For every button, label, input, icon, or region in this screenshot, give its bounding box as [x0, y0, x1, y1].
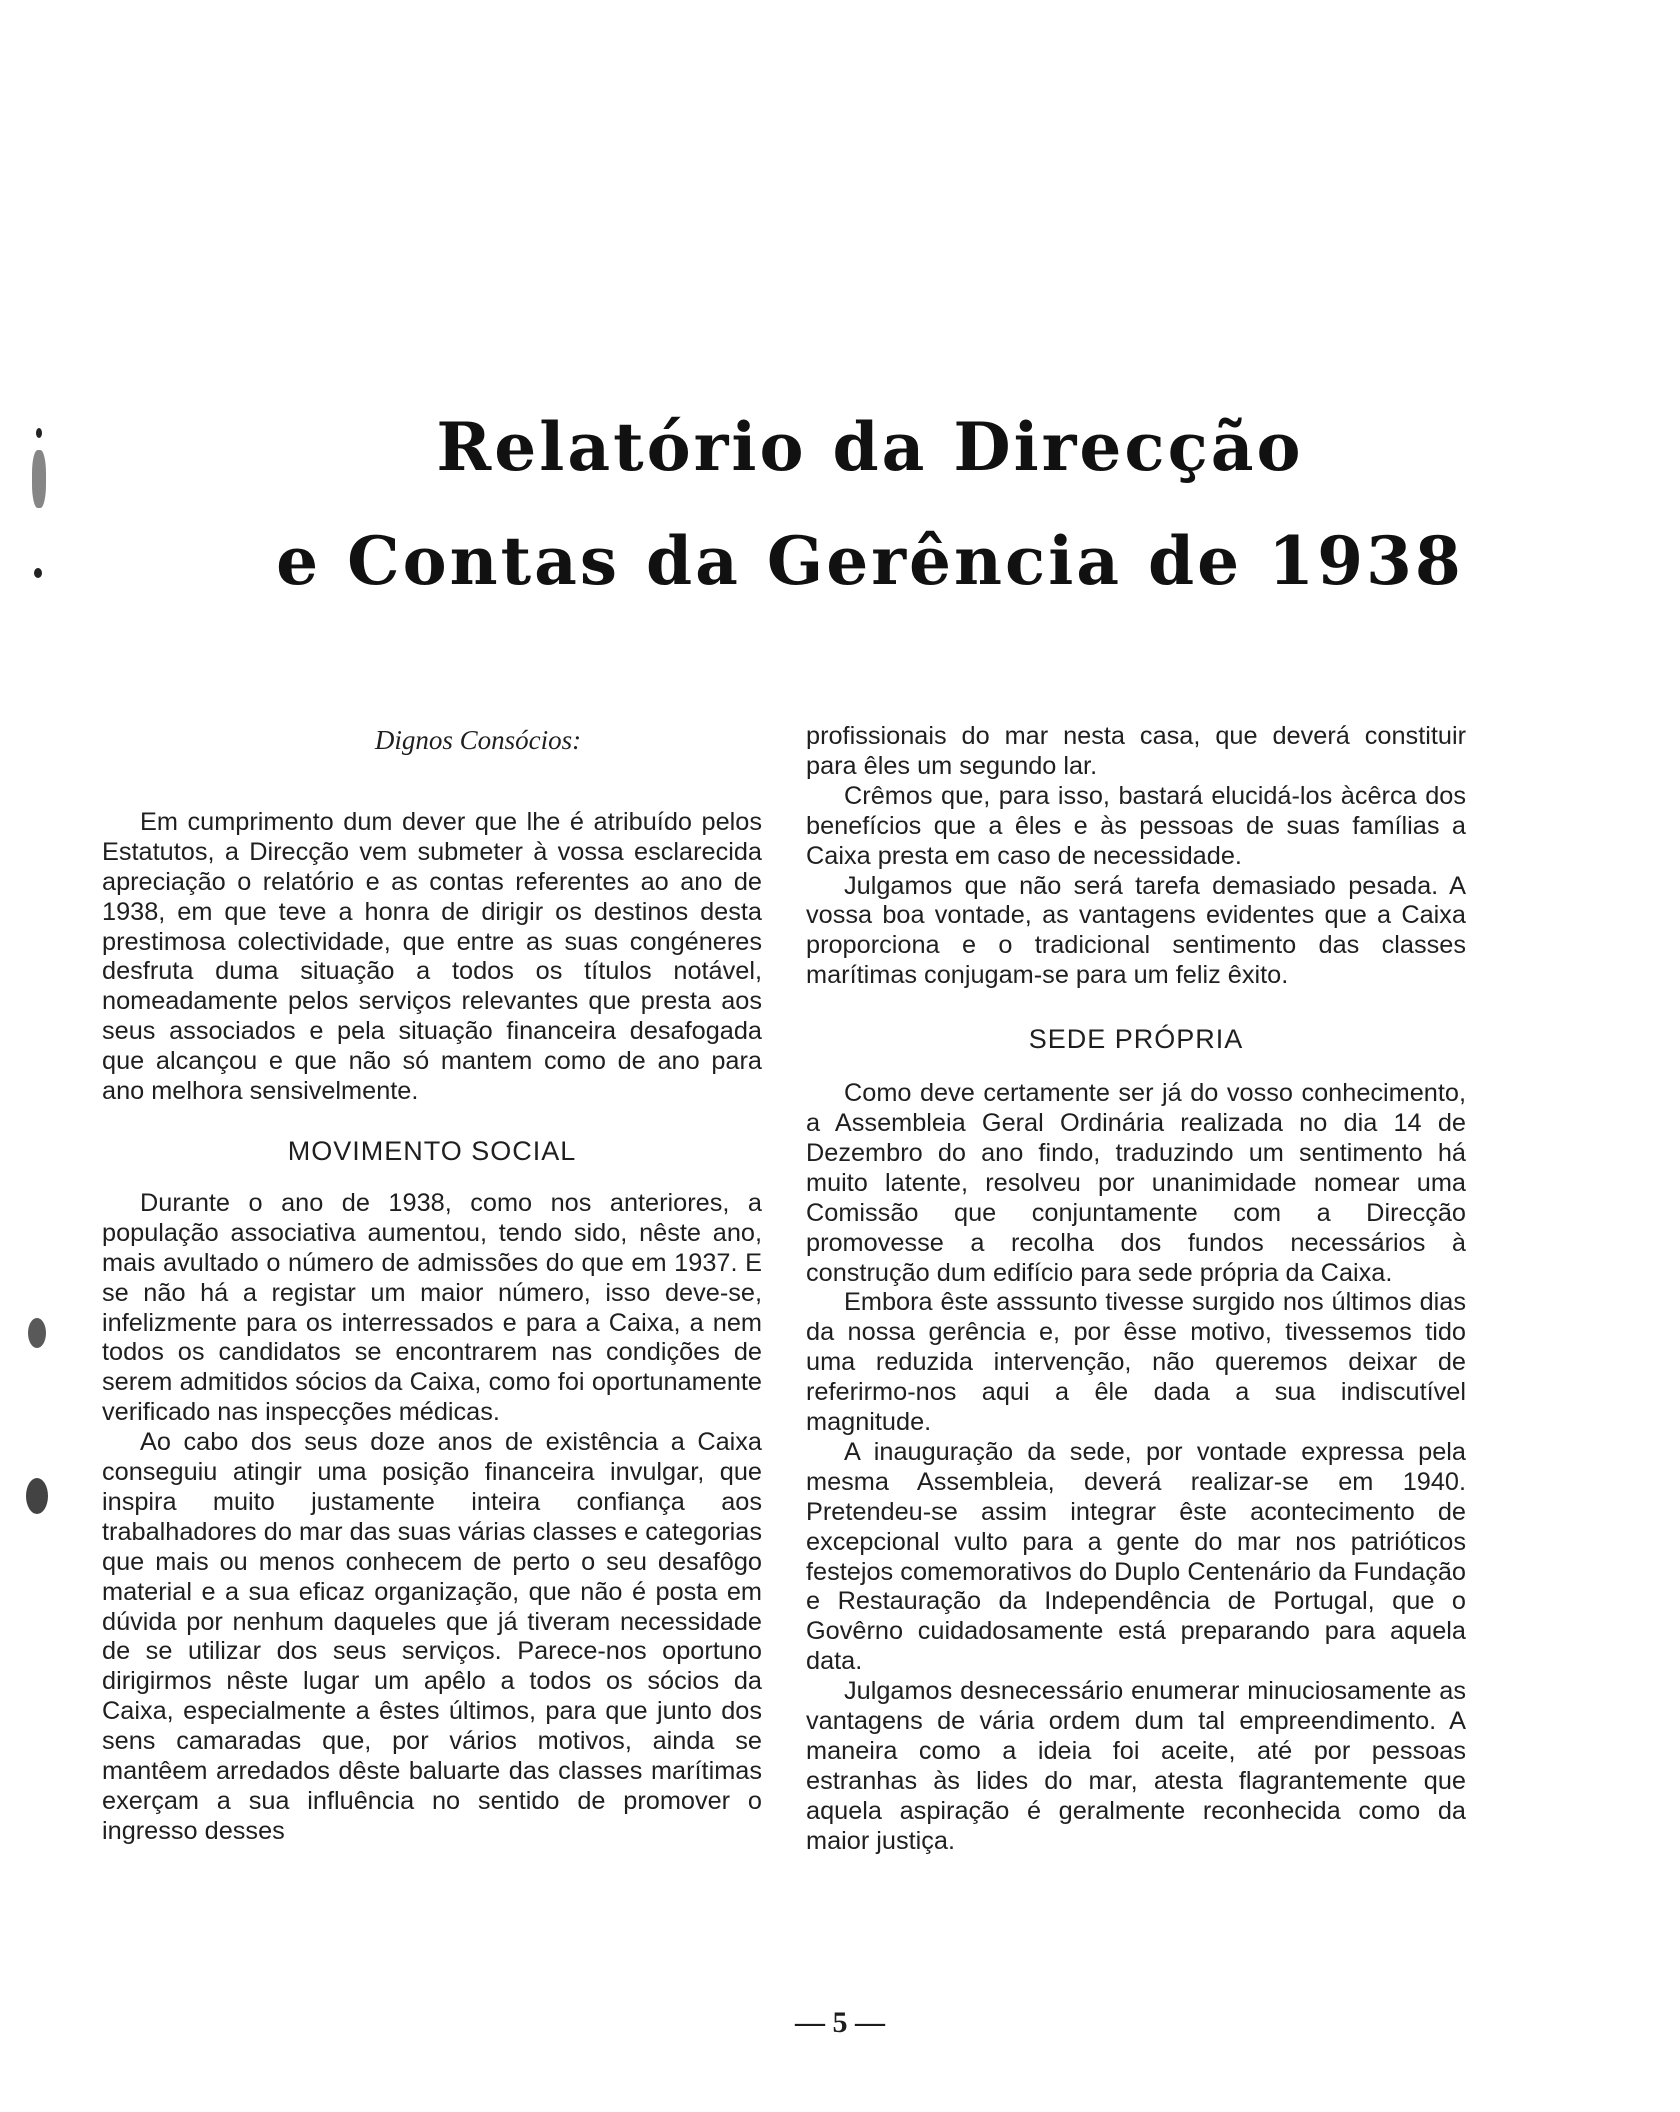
scan-speck — [32, 450, 46, 508]
right-column — [806, 722, 1466, 1857]
section-heading-movimento-social: MOVIMENTO SOCIAL — [287, 1135, 577, 1166]
salutation: Dignos Consócios: — [374, 725, 582, 755]
paragraph: Embora êste asssunto tivesse surgido nos últimos dias da nossa gerência e, por êsse motivo, tivessemos tido uma reduzida intervenção, não queremos deixar de referirmo-nos aqui a êle dada a sua indiscutível magnitude. — [806, 1288, 1466, 1437]
document-title-line-2: e Contas da Gerência de 1938 — [276, 522, 1464, 600]
continued-paragraph: profissionais do mar nesta casa, que deverá constituir para êles um segundo lar. — [806, 722, 1466, 780]
scan-speck — [26, 1478, 48, 1514]
paragraph: Julgamos desnecessário enumerar minuciosamente as vantagens de vária ordem dum tal empreendimento. A maneira como a ideia foi aceite, até por pessoas estranhas às lides do mar, atesta flagrantemente que aquela aspiração é geralmente reconhecida como da maior justiça. — [806, 1677, 1466, 1855]
paragraph: Ao cabo dos seus doze anos de existência a Caixa conseguiu atingir uma posição financeira invulgar, que inspira muito justamente inteira confiança aos trabalhadores do mar das suas várias classes e categorias que mais ou menos conhecem de perto o seu desafôgo material e a sua eficaz organização, que não é posta em dúvida por nenhum daqueles que já tiveram necessidade de se utilizar dos seus serviços. Parece-nos oportuno dirigirmos nêste lugar um apêlo a todos os sócios da Caixa, especialmente a êstes últimos, para que junto dos sens camaradas que, por vários motivos, ainda se mantêem arredados dêste baluarte das classes marítimas exerçam a sua influência no sentido de promover o ingresso desses — [102, 1428, 762, 1845]
left-column — [102, 722, 762, 1847]
scan-speck — [28, 1318, 46, 1348]
paragraph: Durante o ano de 1938, como nos anteriores, a população associativa aumentou, tendo sido, nêste ano, mais avultado o número de admissões do que em 1937. E se não há a registar um maior número, isso deve-se, infelizmente para os interressados e para a Caixa, a nem todos os candidatos se encontrarem nas condições de serem admitidos sócios da Caixa, como foi oportunamente verificado nas inspecções médicas. — [102, 1188, 762, 1427]
paragraph: A inauguração da sede, por vontade expressa pela mesma Assembleia, deverá realizar-se em 1940. Pretendeu-se assim integrar êste acontecimento de excepcional vulto para a gente do mar nos patrióticos festejos comemorativos do Duplo Centenário da Fundação e Restauração da Independência de Portugal, que o Govêrno cuidadosamente está preparando para aquela data. — [806, 1437, 1466, 1676]
paragraph: Crêmos que, para isso, bastará elucidá-los àcêrca dos benefícios que a êles e às pessoas de suas famílias a Caixa presta em caso de necessidade. — [806, 781, 1466, 870]
paragraph: Como deve certamente ser já do vosso conhecimento, a Assembleia Geral Ordinária realizada no dia 14 de Dezembro do ano findo, traduzindo um sentimento há muito latente, resolveu por unanimidade nomear uma Comissão que conjuntamente com a Direcção promovesse a recolha dos fundos necessários à construção dum edifício para sede própria da Caixa. — [806, 1079, 1466, 1287]
scan-speck — [34, 568, 42, 578]
section-heading-sede-propria: SEDE PRÓPRIA — [1028, 1024, 1244, 1055]
page-number: — 5 — — [795, 2006, 885, 2039]
paragraph: Julgamos que não será tarefa demasiado pesada. A vossa boa vontade, as vantagens evidentes que a Caixa proporciona e o tradicional sentimento das classes marítimas conjugam-se para um feliz êxito. — [806, 871, 1466, 990]
intro-paragraph: Em cumprimento dum dever que lhe é atribuído pelos Estatutos, a Direcção vem submeter à vossa esclarecida apreciação o relatório e as contas referentes ao ano de 1938, em que teve a honra de dirigir os destinos desta prestimosa colectividade, que entre as suas congéneres desfruta duma situação a todos os títulos notável, nomeadamente pelos serviços relevantes que presta aos seus associados e pela situação financeira desafogada que alcançou e que não só mantem como de ano para ano melhora sensivelmente. — [102, 807, 762, 1106]
scan-speck — [36, 428, 42, 438]
document-title-line-1: Relatório da Direcção — [436, 408, 1304, 486]
